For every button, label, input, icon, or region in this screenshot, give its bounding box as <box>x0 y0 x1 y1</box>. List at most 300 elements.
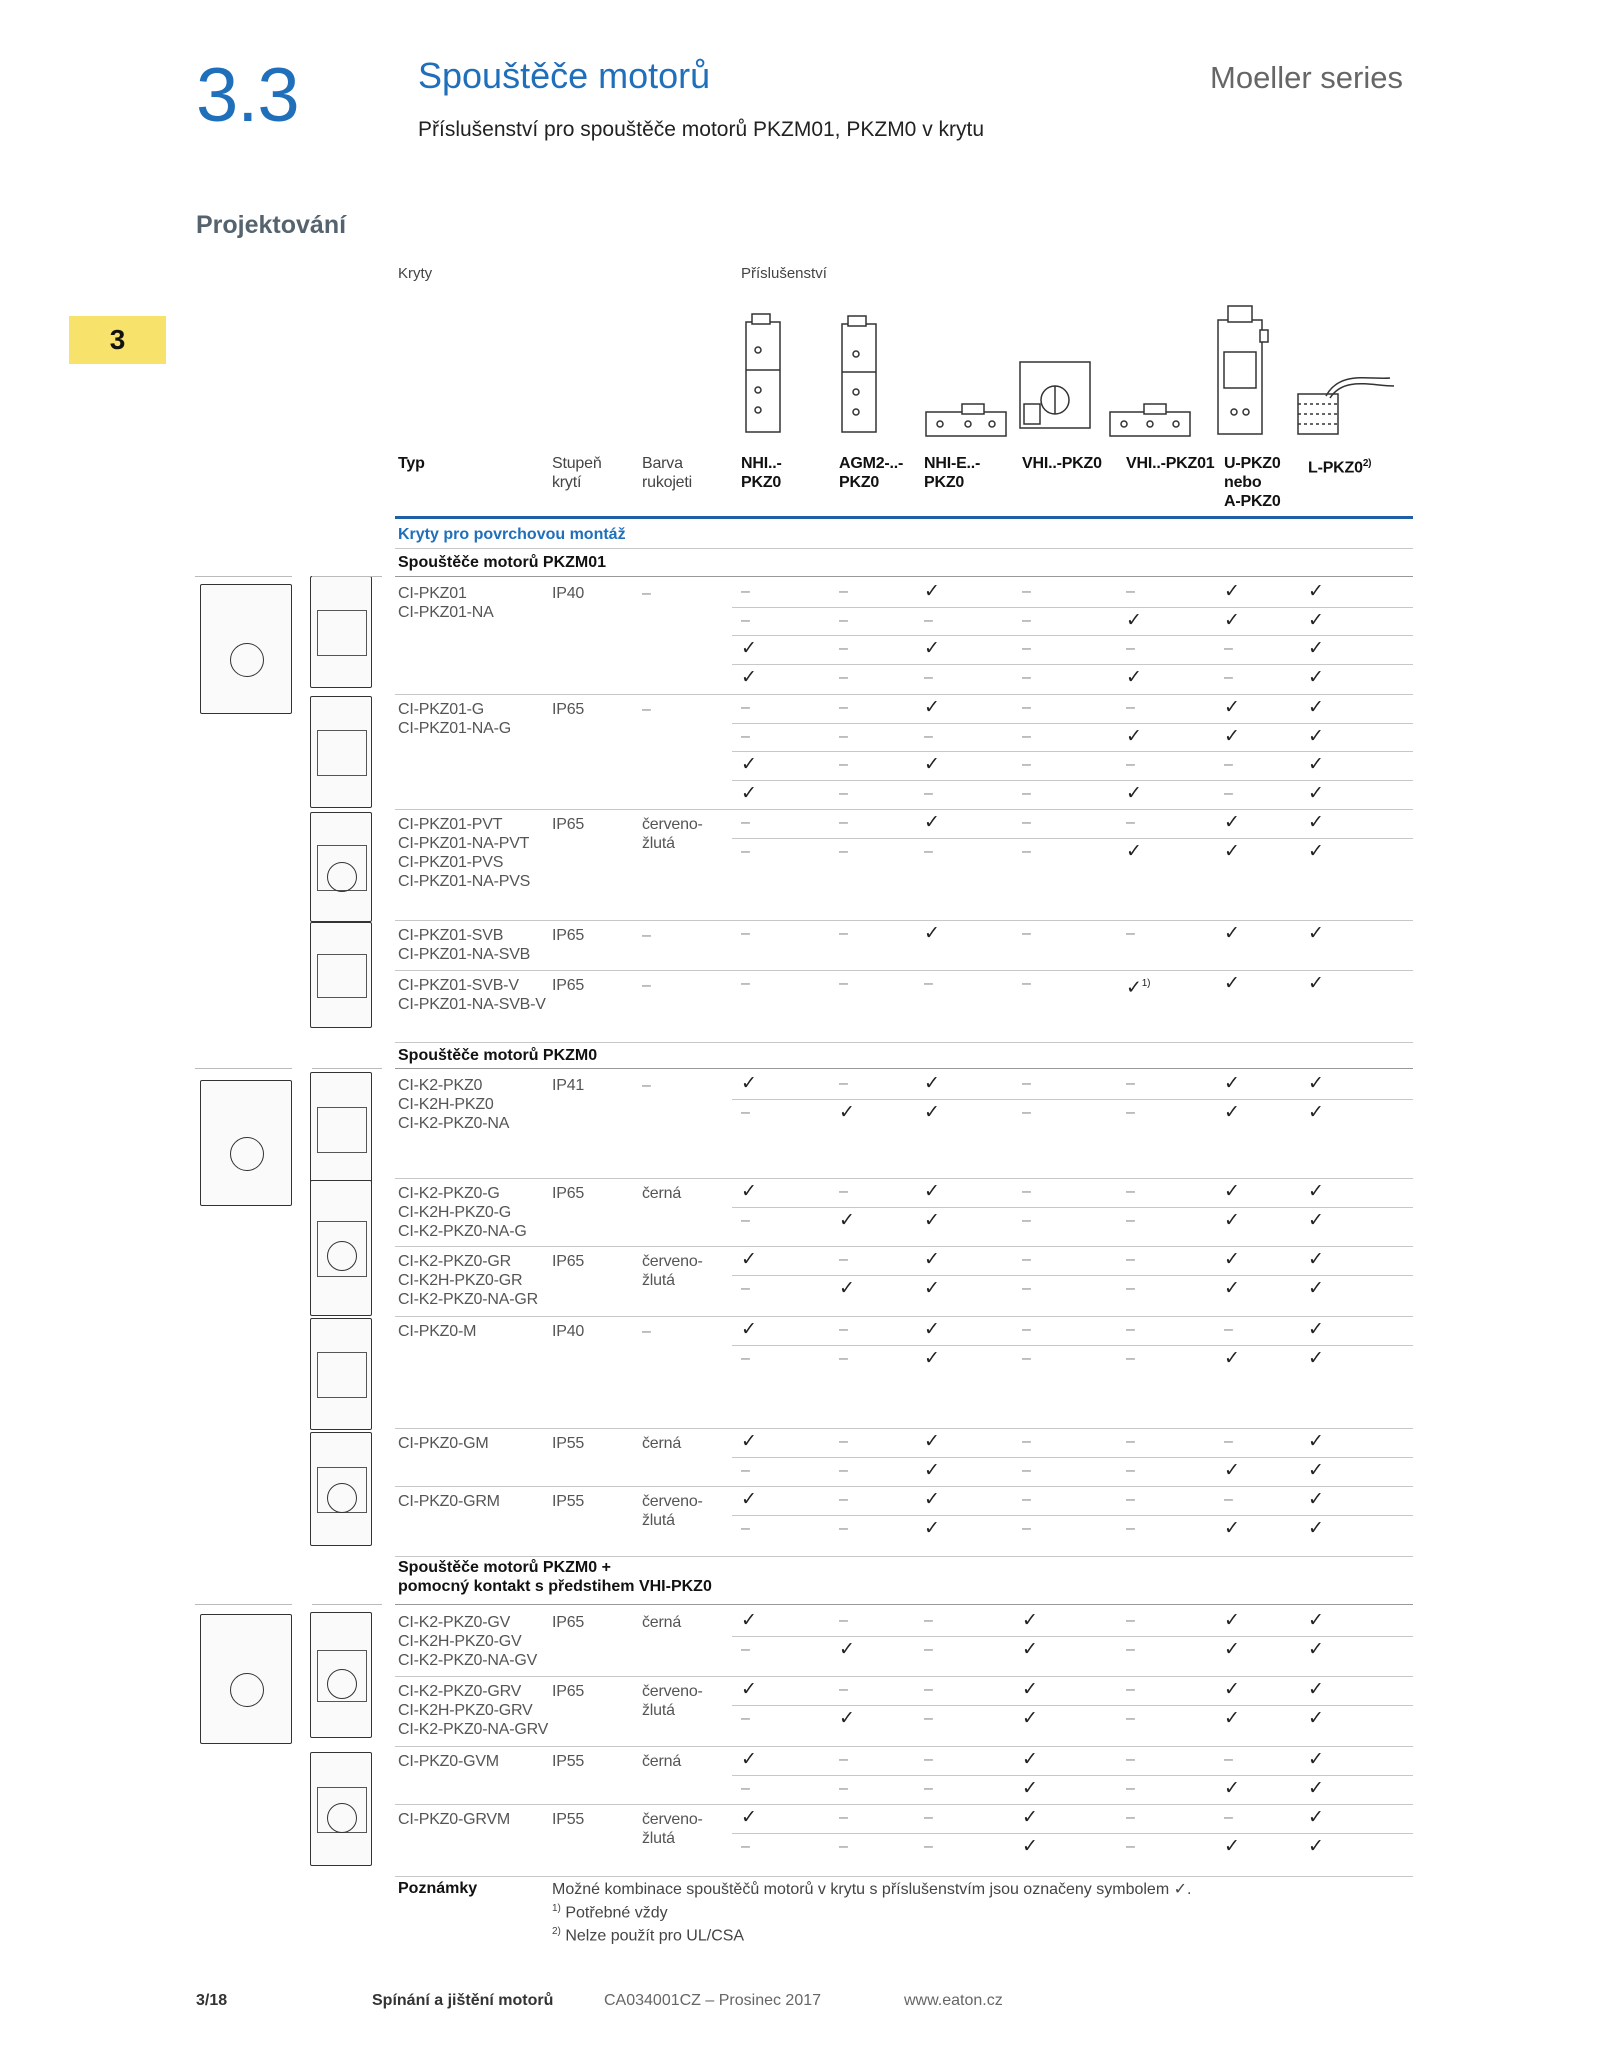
dash-mark: – <box>1022 925 1031 942</box>
starter-knob-icon <box>230 1673 264 1707</box>
check-mark: ✓ <box>1308 782 1324 804</box>
col-barva-header <box>642 454 692 492</box>
row-rule <box>732 1833 1413 1834</box>
enclosure-window <box>317 730 367 776</box>
group-rule <box>395 920 1413 921</box>
check-mark: ✓ <box>1308 1277 1324 1299</box>
dash-mark: – <box>1022 1519 1031 1537</box>
dash-mark: – <box>839 975 848 992</box>
section-number: 3.3 <box>196 53 299 138</box>
dash-mark: – <box>839 756 848 773</box>
motor-starter-pkzm0-vhi-icon <box>200 1614 292 1744</box>
dash-mark: – <box>839 640 848 657</box>
dash-mark: – <box>741 1779 750 1797</box>
check-mark: ✓ <box>1308 923 1324 944</box>
dash-mark: – <box>741 583 750 600</box>
dash-mark: – <box>839 1837 848 1855</box>
dash-mark: – <box>839 1751 848 1768</box>
dash-mark: – <box>924 1640 933 1658</box>
rotary-handle-icon <box>327 862 357 892</box>
dash-mark: – <box>924 975 933 992</box>
dash-mark: – <box>1126 1519 1135 1537</box>
illustration-rule <box>312 1604 382 1605</box>
dash-mark: – <box>1224 1491 1233 1508</box>
notes-line-2 <box>552 1899 1191 1922</box>
handle-color: žlutá <box>642 1830 675 1847</box>
col-nhi-header-line-1: NHI..- <box>741 455 782 472</box>
l-pkz0-icon <box>1298 378 1394 434</box>
dash-mark: – <box>741 1279 750 1297</box>
group-rule <box>395 1246 1413 1247</box>
dash-mark: – <box>1126 1681 1135 1698</box>
check-mark: ✓ <box>1308 666 1324 688</box>
dash-mark: – <box>1022 640 1031 657</box>
group-rule <box>395 1556 1413 1557</box>
check-mark: ✓ <box>1126 782 1142 804</box>
type-name: CI-K2-PKZ0 <box>398 1077 483 1094</box>
type-name: CI-K2H-PKZ0-G <box>398 1204 511 1221</box>
ip-rating: IP55 <box>552 1435 585 1452</box>
agm2-pkz0-icon <box>842 316 876 432</box>
check-mark: ✓ <box>1308 1319 1324 1340</box>
group-rule <box>395 1876 1413 1877</box>
check-mark: ✓ <box>1308 1209 1324 1231</box>
handle-color: žlutá <box>642 1702 675 1719</box>
dash-mark: – <box>1126 640 1135 657</box>
check-mark: ✓ <box>1308 1101 1324 1123</box>
ip-rating: IP65 <box>552 1253 585 1270</box>
dash-mark: – <box>839 784 848 802</box>
dash-mark: – <box>1126 1461 1135 1479</box>
check-mark: ✓ <box>1224 1517 1240 1539</box>
check-mark: ✓ <box>1126 840 1142 862</box>
dash-mark: – <box>1022 1491 1031 1508</box>
check-mark: ✓ <box>1308 1610 1324 1631</box>
starter-knob-icon <box>230 1137 264 1171</box>
dash-mark: – <box>924 1809 933 1826</box>
type-name: CI-PKZ01-NA-PVT <box>398 835 530 852</box>
check-mark: ✓ <box>1308 638 1324 659</box>
col-nhie-header-line-1: NHI-E..- <box>924 455 981 472</box>
footer-url[interactable]: www.eaton.cz <box>904 1992 1003 2009</box>
check-mark: ✓ <box>741 1431 757 1452</box>
check-mark: ✓ <box>741 782 757 804</box>
ip-rating: IP55 <box>552 1811 585 1828</box>
row-rule <box>732 635 1413 636</box>
check-mark: ✓ <box>1224 1101 1240 1123</box>
dash-mark: – <box>1022 1349 1031 1367</box>
check-mark: ✓ <box>1224 923 1240 944</box>
dash-mark: – <box>741 727 750 745</box>
row-rule <box>732 1345 1413 1346</box>
notes-line-2-sup: 1) <box>552 1903 561 1914</box>
dash-mark: – <box>741 1211 750 1229</box>
group-rule <box>395 1746 1413 1747</box>
enclosure-window <box>317 610 367 656</box>
col-l-header <box>1308 454 1371 477</box>
dash-mark: – <box>924 1751 933 1768</box>
type-name: CI-K2-PKZ0-NA-G <box>398 1223 527 1240</box>
type-name: CI-K2-PKZ0-NA <box>398 1115 510 1132</box>
row-rule <box>732 723 1413 724</box>
dash-mark: – <box>839 925 848 942</box>
dash-mark: – <box>1022 611 1031 629</box>
row-rule <box>732 780 1413 781</box>
check-mark: ✓ <box>1224 1277 1240 1299</box>
check-mark: ✓ <box>924 1181 940 1202</box>
dash-mark: – <box>1126 1075 1135 1092</box>
check-mark: ✓ <box>1224 1459 1240 1481</box>
ip-rating: IP65 <box>552 977 585 994</box>
check-mark: ✓ <box>1022 1749 1038 1770</box>
check-mark: ✓ <box>1308 1638 1324 1660</box>
enclosure-pkz01-svb-icon <box>310 922 372 1028</box>
dash-mark: – <box>1224 784 1233 802</box>
type-name: CI-PKZ01-SVB <box>398 927 504 944</box>
dash-mark: – <box>1126 1809 1135 1826</box>
dash-mark: – <box>1224 668 1233 686</box>
check-mark: ✓ <box>924 1209 940 1231</box>
dash-mark: – <box>1022 1251 1031 1268</box>
group-rule <box>395 809 1413 810</box>
header-rule <box>395 516 1413 519</box>
type-name: CI-K2-PKZ0-NA-GR <box>398 1291 538 1308</box>
col-vhi01-header-line-1: VHI..-PKZ01 <box>1126 455 1215 472</box>
row-rule <box>732 1457 1413 1458</box>
check-mark: ✓ <box>1308 1459 1324 1481</box>
dash-mark: – <box>741 699 750 716</box>
dash-mark: – <box>1022 1211 1031 1229</box>
check-mark: ✓ <box>741 1679 757 1700</box>
sub1-rule <box>395 576 1413 577</box>
enclosure-pkz0-gm-icon <box>310 1432 372 1546</box>
row-rule <box>732 1515 1413 1516</box>
dash-mark: – <box>839 611 848 629</box>
handle-color: červeno- <box>642 1493 703 1510</box>
dash-mark: – <box>924 1612 933 1629</box>
chapter-tab-number: 3 <box>109 324 126 355</box>
dash-mark: – <box>924 727 933 745</box>
type-name: CI-PKZ0-GRVM <box>398 1811 510 1828</box>
check-mark: ✓ <box>1308 1835 1324 1857</box>
dash-mark: – <box>924 1779 933 1797</box>
check-mark: ✓ <box>839 1209 855 1231</box>
ip-rating: IP40 <box>552 585 585 602</box>
type-name: CI-PKZ01-G <box>398 701 485 718</box>
ip-rating: IP65 <box>552 1185 585 1202</box>
group-rule <box>395 1178 1413 1179</box>
col-barva-header-line-1: Barva <box>642 455 683 472</box>
group-label-prislusenstvi: Příslušenství <box>741 265 827 282</box>
handle-color: – <box>642 977 651 994</box>
rotary-handle-icon <box>327 1669 357 1699</box>
dash-mark: – <box>839 1075 848 1092</box>
enclosure-pkz0-gv-icon <box>310 1612 372 1738</box>
check-mark: ✓ <box>924 1489 940 1510</box>
check-mark: ✓ <box>924 1347 940 1369</box>
check-mark: ✓ <box>1022 1807 1038 1828</box>
col-agm-header <box>839 454 903 492</box>
group-rule <box>395 1676 1413 1677</box>
notes-text <box>552 1880 1191 1946</box>
illustration-rule <box>195 1604 292 1605</box>
check-mark: ✓ <box>924 1319 940 1340</box>
dash-mark: – <box>839 583 848 600</box>
check-mark: ✓ <box>1308 1749 1324 1770</box>
dash-mark: – <box>1126 925 1135 942</box>
dash-mark: – <box>1126 814 1135 831</box>
handle-color: černá <box>642 1435 682 1452</box>
dash-mark: – <box>1126 1751 1135 1768</box>
dash-mark: – <box>839 1321 848 1338</box>
col-agm-header-line-1: AGM2-..- <box>839 455 904 472</box>
dash-mark: – <box>741 1519 750 1537</box>
dash-mark: – <box>1126 699 1135 716</box>
group-rule <box>395 1486 1413 1487</box>
dash-mark: – <box>839 727 848 745</box>
col-typ-header-line-1: Typ <box>398 455 425 472</box>
dash-mark: – <box>741 925 750 942</box>
dash-mark: – <box>741 1461 750 1479</box>
check-mark: ✓ <box>1308 1249 1324 1270</box>
enclosure-window <box>317 1787 367 1834</box>
col-u-header <box>1224 454 1281 511</box>
check-mark: ✓ <box>741 1749 757 1770</box>
dash-mark: – <box>1022 1103 1031 1121</box>
dash-mark: – <box>741 611 750 629</box>
dash-mark: – <box>741 1103 750 1121</box>
subheading-5: Spouštěče motorů PKZM0 <box>398 1047 598 1064</box>
type-name: CI-PKZ01-NA-G <box>398 720 511 737</box>
dash-mark: – <box>1126 583 1135 600</box>
dash-mark: – <box>1022 1321 1031 1338</box>
footer-doc-number: CA034001CZ – Prosinec 2017 <box>604 1992 822 2009</box>
check-mark <box>1126 974 1150 997</box>
dash-mark: – <box>924 611 933 629</box>
dash-mark: – <box>1022 699 1031 716</box>
page-title: Spouštěče motorů <box>418 55 711 96</box>
col-u-header-line-3: A-PKZ0 <box>1224 493 1281 510</box>
handle-color: černá <box>642 1614 682 1631</box>
dash-mark: – <box>1126 1612 1135 1629</box>
enclosure-pkz01-icon <box>310 576 372 688</box>
type-name: CI-PKZ01-SVB-V <box>398 977 519 994</box>
enclosure-pkz0-gvm-icon <box>310 1752 372 1866</box>
check-mark: ✓ <box>924 581 940 602</box>
dash-mark: – <box>839 1612 848 1629</box>
dash-mark: – <box>839 1779 848 1797</box>
check-mark: ✓ <box>1308 754 1324 775</box>
check-mark: ✓ <box>1308 1431 1324 1452</box>
check-mark: ✓ <box>924 1517 940 1539</box>
chapter-tab <box>69 316 166 364</box>
check-mark: ✓ <box>1224 581 1240 602</box>
vhi-pkz0-icon <box>1020 362 1090 428</box>
dash-mark: – <box>1224 1321 1233 1338</box>
type-name: CI-PKZ01-PVS <box>398 854 504 871</box>
check-mark: ✓ <box>839 1277 855 1299</box>
subheading-pkzm01: Spouštěče motorů PKZM01 <box>398 554 607 571</box>
dash-mark: – <box>1126 1183 1135 1200</box>
dash-mark: – <box>924 1681 933 1698</box>
notes-line-3-sup: 2) <box>552 1926 561 1938</box>
motor-starter-pkzm0-icon <box>200 1080 292 1206</box>
type-name: CI-PKZ01-NA <box>398 604 494 621</box>
col-l-footnote-ref: 2) <box>1362 458 1372 469</box>
section-heading: Projektování <box>196 211 347 239</box>
col-u-header-line-1: U-PKZ0 <box>1224 455 1281 472</box>
ip-rating: IP41 <box>552 1077 585 1094</box>
footnote-ref-1: 1) <box>1141 978 1151 989</box>
handle-color: černá <box>642 1753 682 1770</box>
check-mark: ✓ <box>1224 973 1240 994</box>
enclosure-window <box>317 954 367 998</box>
check-mark: ✓ <box>1308 697 1324 718</box>
handle-color: – <box>642 585 651 602</box>
check-mark: ✓ <box>1126 666 1142 688</box>
dash-mark: – <box>1022 842 1031 860</box>
accessory-images <box>730 300 1410 450</box>
row-rule <box>732 1275 1413 1276</box>
dash-mark: – <box>1022 1461 1031 1479</box>
type-name: CI-PKZ01-NA-SVB <box>398 946 531 963</box>
enclosure-window <box>317 1221 367 1277</box>
enclosure-window <box>317 1467 367 1514</box>
dash-mark: – <box>1022 583 1031 600</box>
handle-color: – <box>642 701 651 718</box>
dash-mark: – <box>1224 640 1233 657</box>
dash-mark: – <box>924 1709 933 1727</box>
col-l-header-line-1: L-PKZ0 <box>1308 459 1363 477</box>
check-mark: ✓ <box>1224 840 1240 862</box>
group-rule <box>395 1804 1413 1805</box>
check-mark: ✓ <box>839 1707 855 1729</box>
check-mark: ✓ <box>1308 973 1324 994</box>
handle-color: – <box>642 1323 651 1340</box>
row-rule <box>732 1775 1413 1776</box>
handle-color: – <box>642 1077 651 1094</box>
illustration-rule <box>195 576 292 577</box>
dash-mark: – <box>741 842 750 860</box>
dash-mark: – <box>839 1433 848 1450</box>
check-mark: ✓ <box>924 697 940 718</box>
check-mark: ✓ <box>1308 1707 1324 1729</box>
check-mark: ✓ <box>924 638 940 659</box>
check-mark: ✓ <box>1308 725 1324 747</box>
check-mark: ✓ <box>1022 1679 1038 1700</box>
type-name: CI-K2-PKZ0-G <box>398 1185 500 1202</box>
illustration-rule <box>312 576 382 577</box>
handle-color: žlutá <box>642 1512 675 1529</box>
type-name: CI-PKZ01-NA-SVB-V <box>398 996 546 1013</box>
dash-mark: – <box>1126 1779 1135 1797</box>
ip-rating: IP55 <box>552 1753 585 1770</box>
check-mark: ✓ <box>1224 1679 1240 1700</box>
dash-mark: – <box>1022 975 1031 992</box>
type-name: CI-PKZ0-GVM <box>398 1753 499 1770</box>
type-name: CI-K2-PKZ0-GR <box>398 1253 511 1270</box>
starter-knob-icon <box>230 643 264 677</box>
dash-mark: – <box>1126 1433 1135 1450</box>
check-mark: ✓ <box>924 1431 940 1452</box>
handle-color: žlutá <box>642 835 675 852</box>
type-name: CI-K2-PKZ0-NA-GRV <box>398 1721 549 1738</box>
nhi-e-pkz0-icon <box>926 404 1006 436</box>
illustration-rule <box>195 1068 292 1069</box>
type-name: CI-PKZ0-GM <box>398 1435 489 1452</box>
handle-color: černá <box>642 1185 682 1202</box>
handle-color: – <box>642 927 651 944</box>
check-mark: ✓ <box>1022 1610 1038 1631</box>
check-mark: ✓ <box>1224 1249 1240 1270</box>
check-mark-text: ✓ <box>1126 977 1142 999</box>
nhi-pkz0-icon <box>746 314 780 432</box>
check-mark: ✓ <box>1308 1679 1324 1700</box>
row-rule <box>732 1207 1413 1208</box>
col-nhi-header-line-2: PKZ0 <box>741 474 782 491</box>
check-mark: ✓ <box>1224 1209 1240 1231</box>
enclosure-window <box>317 1650 367 1702</box>
check-mark: ✓ <box>1308 1181 1324 1202</box>
notes-line-3 <box>552 1922 1191 1945</box>
enclosure-window <box>317 845 367 890</box>
dash-mark: – <box>1022 814 1031 831</box>
row-rule <box>732 664 1413 665</box>
dash-mark: – <box>1126 1321 1135 1338</box>
dash-mark: – <box>1126 1640 1135 1658</box>
mount-heading: Kryty pro povrchovou montáž <box>398 526 626 543</box>
check-mark: ✓ <box>741 666 757 688</box>
dash-mark: – <box>741 1349 750 1367</box>
dash-mark: – <box>1224 756 1233 773</box>
notes-line-3-text: Nelze použít pro UL/CSA <box>560 1927 745 1945</box>
check-mark: ✓ <box>1308 581 1324 602</box>
dash-mark: – <box>1022 668 1031 686</box>
page-subtitle: Příslušenství pro spouštěče motorů PKZM01, PKZM0 v krytu <box>418 118 985 141</box>
col-stupen-header-line-2: krytí <box>552 474 582 491</box>
check-mark: ✓ <box>1308 1777 1324 1799</box>
col-agm-header-line-2: PKZ0 <box>839 474 880 491</box>
series-label: Moeller series <box>1210 60 1403 95</box>
type-name: CI-K2H-PKZ0-GV <box>398 1633 522 1650</box>
dash-mark: – <box>1224 1809 1233 1826</box>
group-label-kryty: Kryty <box>398 265 433 282</box>
dash-mark: – <box>741 814 750 831</box>
col-vhi01-header <box>1126 454 1215 473</box>
dash-mark: – <box>1022 1183 1031 1200</box>
check-mark: ✓ <box>1308 812 1324 833</box>
check-mark: ✓ <box>1022 1707 1038 1729</box>
check-mark: ✓ <box>924 923 940 944</box>
ip-rating: IP65 <box>552 701 585 718</box>
check-mark: ✓ <box>1308 1489 1324 1510</box>
dash-mark: – <box>839 1809 848 1826</box>
dash-mark: – <box>1126 1279 1135 1297</box>
check-mark: ✓ <box>1126 725 1142 747</box>
vhi-pkz01-icon <box>1110 404 1190 436</box>
type-name: CI-K2H-PKZ0 <box>398 1096 494 1113</box>
ip-rating: IP55 <box>552 1493 585 1510</box>
check-mark: ✓ <box>1224 1073 1240 1094</box>
check-mark: ✓ <box>1224 609 1240 631</box>
type-name: CI-PKZ01-PVT <box>398 816 503 833</box>
rotary-handle-icon <box>327 1483 357 1513</box>
dash-mark: – <box>1126 1837 1135 1855</box>
row-rule <box>732 1099 1413 1100</box>
col-vhi-header <box>1022 454 1102 473</box>
dash-mark: – <box>1126 1709 1135 1727</box>
col-u-header-line-2: nebo <box>1224 474 1262 491</box>
